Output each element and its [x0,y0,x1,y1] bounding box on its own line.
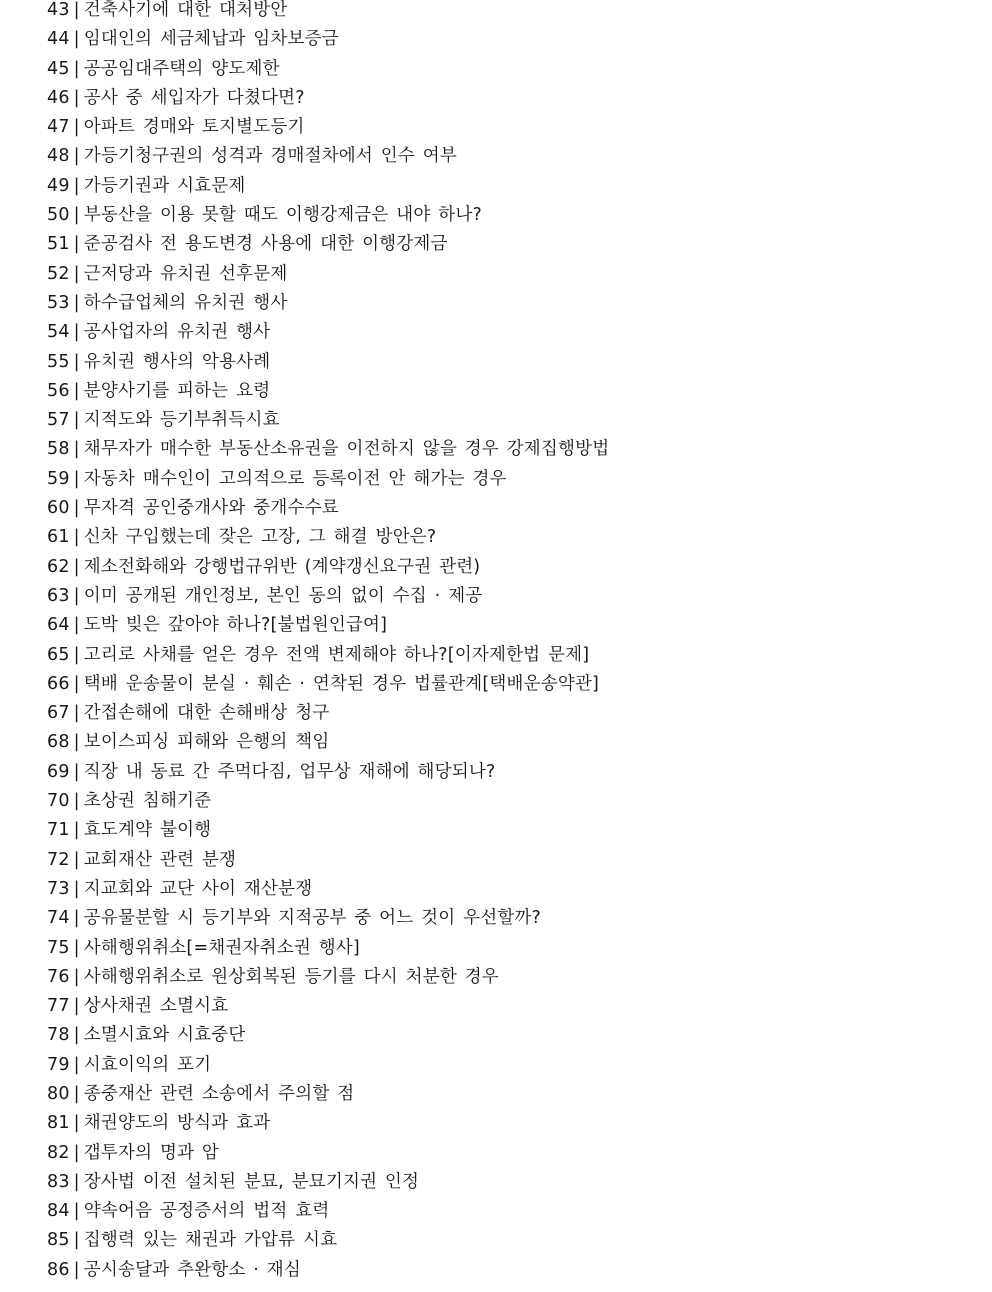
item-title: 공유물분할 시 등기부와 지적공부 중 어느 것이 우선할까? [83,908,542,929]
item-title: 공공임대주택의 양도제한 [83,58,280,79]
item-title: 도박 빚은 갚아야 하나?[불법원인급여] [83,615,388,636]
item-title: 근저당과 유치권 선후문제 [83,263,288,284]
item-title: 택배 운송물이 분실 · 훼손 · 연착된 경우 법률관계[택배운송약관] [83,673,600,694]
item-number: 47 [47,117,70,138]
toc-item [47,728,609,757]
item-number: 58 [47,439,70,460]
item-title: 약속어음 공정증서의 법적 효력 [83,1201,330,1222]
separator: | [73,673,80,694]
toc-item [47,55,609,84]
item-number: 81 [47,1113,70,1134]
item-number: 78 [47,1025,70,1046]
separator: | [73,468,80,489]
item-title: 공사업자의 유치권 행사 [83,322,271,343]
separator: | [73,732,80,753]
item-title: 가등기권과 시효문제 [83,175,246,196]
item-number: 65 [47,644,70,665]
item-number: 76 [47,966,70,987]
item-title: 보이스피싱 피해와 은행의 책임 [83,732,330,753]
item-title: 하수급업체의 유치권 행사 [83,292,288,313]
item-number: 62 [47,556,70,577]
item-number: 71 [47,820,70,841]
separator: | [73,908,80,929]
separator: | [73,0,80,20]
separator: | [73,1025,80,1046]
item-title: 사해행위취소로 원상회복된 등기를 다시 처분한 경우 [83,966,499,987]
toc-item [47,377,609,406]
item-title: 이미 공개된 개인정보, 본인 동의 없이 수집 · 제공 [83,585,483,606]
separator: | [73,322,80,343]
item-title: 교회재산 관련 분쟁 [83,849,237,870]
item-number: 84 [47,1201,70,1222]
toc-item [47,1197,609,1226]
item-title: 채권양도의 방식과 효과 [83,1113,271,1134]
toc-item [47,25,609,54]
item-number: 56 [47,380,70,401]
separator: | [73,29,80,50]
toc-item [47,172,609,201]
item-number: 85 [47,1230,70,1251]
item-title: 유치권 행사의 악용사례 [83,351,271,372]
toc-item [47,523,609,552]
toc-item [47,201,609,230]
item-number: 74 [47,908,70,929]
separator: | [73,1230,80,1251]
toc-item [47,406,609,435]
item-number: 60 [47,498,70,519]
toc-item [47,816,609,845]
toc-item [47,611,609,640]
item-number: 63 [47,585,70,606]
toc-item [47,875,609,904]
item-number: 44 [47,29,70,50]
separator: | [73,556,80,577]
item-number: 80 [47,1083,70,1104]
separator: | [73,937,80,958]
item-title: 공사 중 세입자가 다쳤다면? [83,87,305,108]
table-of-contents [47,0,609,1285]
toc-item [47,142,609,171]
separator: | [73,410,80,431]
item-title: 집행력 있는 채권과 가압류 시효 [83,1230,338,1251]
separator: | [73,439,80,460]
item-number: 53 [47,292,70,313]
separator: | [73,878,80,899]
item-number: 49 [47,175,70,196]
separator: | [73,966,80,987]
toc-item [47,84,609,113]
item-title: 지적도와 등기부취득시효 [83,410,280,431]
separator: | [73,87,80,108]
item-title: 갭투자의 명과 암 [83,1142,220,1163]
separator: | [73,58,80,79]
toc-item [47,494,609,523]
toc-item [47,553,609,582]
toc-item [47,435,609,464]
toc-item [47,0,609,25]
separator: | [73,1113,80,1134]
toc-item [47,1226,609,1255]
separator: | [73,1201,80,1222]
toc-item [47,1109,609,1138]
item-number: 55 [47,351,70,372]
toc-item [47,934,609,963]
separator: | [73,1083,80,1104]
item-title: 임대인의 세금체납과 임차보증금 [83,29,339,50]
item-title: 소멸시효와 시효중단 [83,1025,246,1046]
item-title: 부동산을 이용 못할 때도 이행강제금은 내야 하나? [83,205,482,226]
item-number: 43 [47,0,70,20]
separator: | [73,761,80,782]
item-number: 79 [47,1054,70,1075]
item-title: 무자격 공인중개사와 중개수수료 [83,498,339,519]
item-number: 59 [47,468,70,489]
toc-item [47,963,609,992]
item-title: 장사법 이전 설치된 분묘, 분묘기지권 인정 [83,1171,420,1192]
item-number: 61 [47,527,70,548]
item-title: 아파트 경매와 토지별도등기 [83,117,305,138]
toc-item [47,348,609,377]
toc-item [47,670,609,699]
toc-item [47,904,609,933]
item-number: 52 [47,263,70,284]
item-number: 64 [47,615,70,636]
toc-item [47,992,609,1021]
item-number: 48 [47,146,70,167]
separator: | [73,205,80,226]
item-number: 66 [47,673,70,694]
toc-item [47,318,609,347]
item-number: 67 [47,703,70,724]
toc-item [47,1139,609,1168]
toc-item [47,699,609,728]
toc-item [47,1080,609,1109]
item-number: 73 [47,878,70,899]
separator: | [73,644,80,665]
toc-item [47,582,609,611]
toc-item [47,289,609,318]
separator: | [73,996,80,1017]
item-title: 직장 내 동료 간 주먹다짐, 업무상 재해에 해당되나? [83,761,496,782]
item-number: 69 [47,761,70,782]
separator: | [73,1054,80,1075]
toc-item [47,260,609,289]
item-number: 75 [47,937,70,958]
item-title: 초상권 침해기준 [83,791,212,812]
separator: | [73,703,80,724]
item-number: 82 [47,1142,70,1163]
item-number: 83 [47,1171,70,1192]
toc-item [47,1256,609,1285]
separator: | [73,1171,80,1192]
item-number: 46 [47,87,70,108]
item-number: 45 [47,58,70,79]
toc-item [47,641,609,670]
separator: | [73,146,80,167]
separator: | [73,234,80,255]
item-title: 상사채권 소멸시효 [83,996,229,1017]
separator: | [73,585,80,606]
separator: | [73,351,80,372]
item-number: 68 [47,732,70,753]
separator: | [73,615,80,636]
separator: | [73,263,80,284]
separator: | [73,820,80,841]
separator: | [73,498,80,519]
item-title: 시효이익의 포기 [83,1054,212,1075]
item-number: 70 [47,791,70,812]
toc-item [47,1021,609,1050]
item-title: 공시송달과 추완항소 · 재심 [83,1259,301,1280]
toc-item [47,787,609,816]
item-title: 신차 구입했는데 잦은 고장, 그 해결 방안은? [83,527,437,548]
item-title: 고리로 사채를 얻은 경우 전액 변제해야 하나?[이자제한법 문제] [83,644,590,665]
toc-item [47,113,609,142]
toc-item [47,758,609,787]
item-title: 제소전화해와 강행법규위반 (계약갱신요구권 관련) [83,556,481,577]
item-number: 50 [47,205,70,226]
item-title: 분양사기를 피하는 요령 [83,380,271,401]
separator: | [73,292,80,313]
item-number: 77 [47,996,70,1017]
item-number: 51 [47,234,70,255]
separator: | [73,527,80,548]
item-number: 72 [47,849,70,870]
item-title: 가등기청구권의 성격과 경매절차에서 인수 여부 [83,146,457,167]
item-title: 자동차 매수인이 고의적으로 등록이전 안 해가는 경우 [83,468,507,489]
item-title: 준공검사 전 용도변경 사용에 대한 이행강제금 [83,234,448,255]
item-title: 사해행위취소[=채권자취소권 행사] [83,937,360,958]
separator: | [73,175,80,196]
item-number: 54 [47,322,70,343]
toc-item [47,846,609,875]
toc-item [47,1051,609,1080]
separator: | [73,117,80,138]
separator: | [73,380,80,401]
item-title: 종중재산 관련 소송에서 주의할 점 [83,1083,355,1104]
separator: | [73,849,80,870]
separator: | [73,791,80,812]
toc-item [47,230,609,259]
item-title: 건축사기에 대한 대처방안 [83,0,288,20]
item-title: 채무자가 매수한 부동산소유권을 이전하지 않을 경우 강제집행방법 [83,439,610,460]
item-title: 간접손해에 대한 손해배상 청구 [83,703,330,724]
item-number: 86 [47,1259,70,1280]
toc-item [47,1168,609,1197]
separator: | [73,1142,80,1163]
toc-item [47,465,609,494]
item-number: 57 [47,410,70,431]
item-title: 지교회와 교단 사이 재산분쟁 [83,878,313,899]
item-title: 효도계약 불이행 [83,820,212,841]
separator: | [73,1259,80,1280]
